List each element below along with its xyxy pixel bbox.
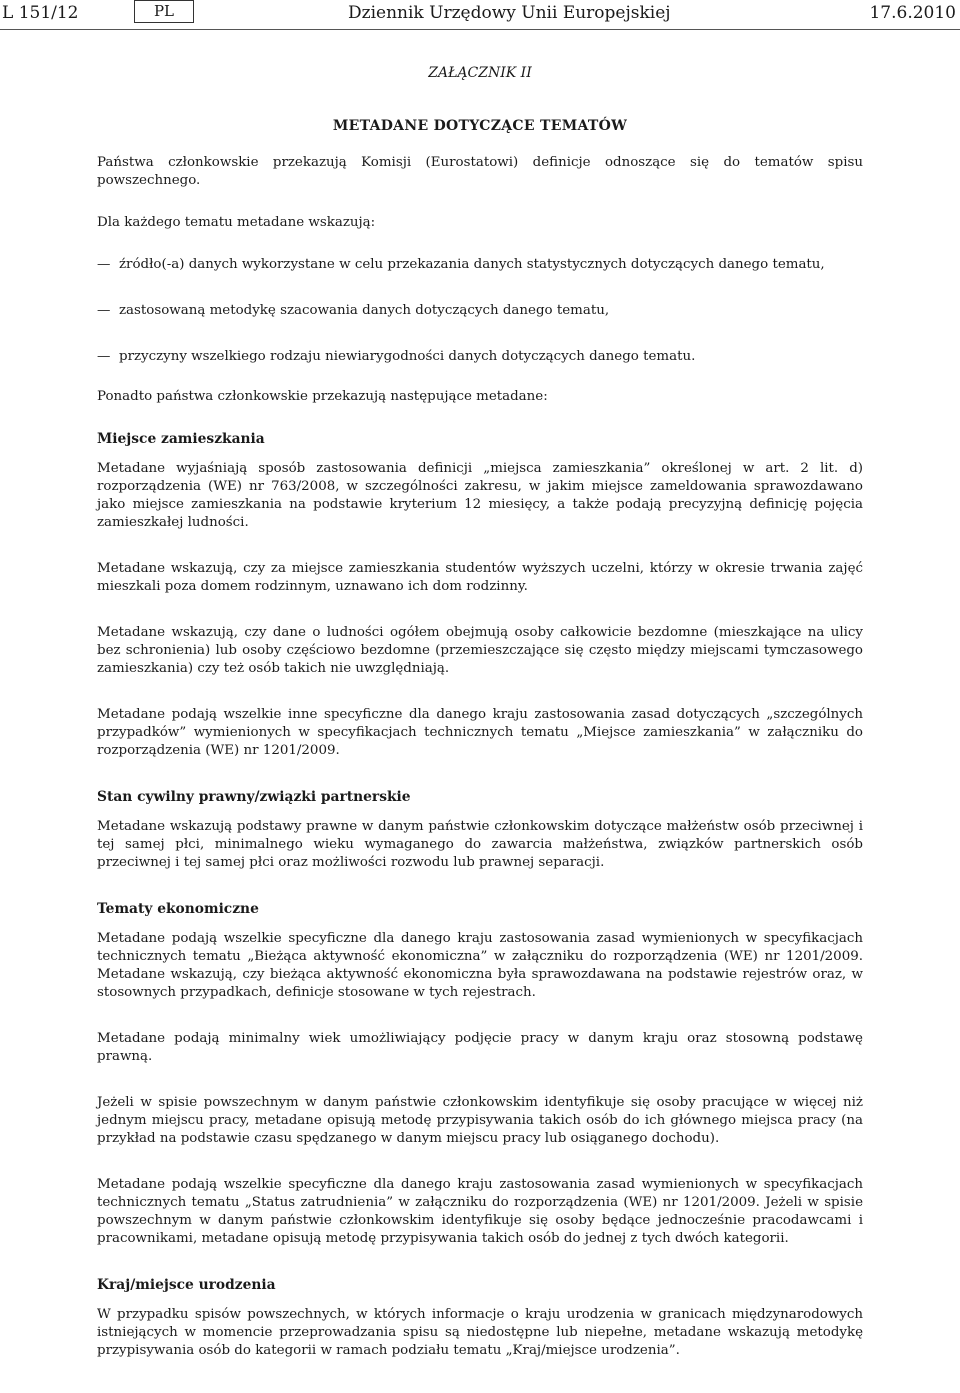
page-reference: L 151/12 — [2, 3, 79, 23]
section-paragraph: Metadane wskazują podstawy prawne w danym państwie członkowskim dotyczące małżeństw osób przeciwnej i tej samej płci, minimalnego wieku wymaganego do zawarcia małżeństwa, związków partnerskich osób przeciwnej i tej samej płci oraz możliwości rozwodu lub prawnej separacji. — [97, 819, 863, 870]
header-divider — [0, 29, 960, 30]
intro-paragraph: Państwa członkowskie przekazują Komisji (Eurostatowi) definicje odnoszące się do tematów spisu powszechnego. — [97, 155, 863, 188]
document-body — [97, 64, 863, 1360]
publication-date: 17.6.2010 — [869, 3, 956, 23]
section-paragraph: Metadane wyjaśniają sposób zastosowania definicji „miejsca zamieszkania” określonej w art. 2 lit. d) rozporządzenia (WE) nr 763/2008, w szczególności zakresu, w jakim miejsce zameldowania sprawozdawano jako miejsce zamieszkania na podstawie kryterium 12 miesięcy, a także podają precyzyjną definicję pojęcia zamieszkałej ludności. — [97, 461, 863, 530]
section-paragraph: Metadane podają wszelkie specyficzne dla danego kraju zastosowania zasad wymienionych w specyfikacjach technicznych tematu „Bieżąca aktywność ekonomiczna” w załączniku do rozporządzenia (WE) nr 1201/2009. Metadane wskazują, czy bieżąca aktywność ekonomiczna była sprawozdawana na podstawie rejestrów oraz, w stosownych przypadkach, definicje stosowane w tych rejestrach. — [97, 931, 863, 1000]
section-paragraph: Metadane podają minimalny wiek umożliwiający podjęcie pracy w danym kraju oraz stosowną podstawę prawną. — [97, 1031, 863, 1064]
list-item-text: przyczyny wszelkiego rodzaju niewiarygodności danych dotyczących danego tematu. — [119, 349, 696, 364]
list-item — [97, 348, 863, 366]
journal-title: Dziennik Urzędowy Unii Europejskiej — [348, 3, 671, 23]
section-paragraph: W przypadku spisów powszechnych, w których informacje o kraju urodzenia w granicach międzynarodowych istniejących w momencie przeprowadzania spisu są niedostępne lub niepełne, metadane wskazują metodykę przypisywania osób do kategorii w ramach podziału tematu „Kraj/miejsce urodzenia”. — [97, 1307, 863, 1358]
section-paragraph: Metadane wskazują, czy za miejsce zamieszkania studentów wyższych uczelni, którzy w okresie trwania zajęć mieszkali poza domem rodzinnym, uznawano ich dom rodzinny. — [97, 561, 863, 594]
section-heading: Tematy ekonomiczne — [97, 901, 259, 917]
dash-bullet: — — [97, 303, 111, 318]
annex-label: ZAŁĄCZNIK II — [428, 65, 532, 81]
section-paragraph: Jeżeli w spisie powszechnym w danym państwie członkowskim identyfikuje się osoby pracujące w więcej niż jednym miejscu pracy, metadane opisują metodę przypisywania takich osób do ich głównego miejsca pracy (na przykład na podstawie czasu spędzanego w danym miejscu pracy lub osiąganego dochodu). — [97, 1095, 863, 1146]
section-paragraph: Metadane podają wszelkie specyficzne dla danego kraju zastosowania zasad wymienionych w specyfikacjach technicznych tematu „Status zatrudnienia” w załączniku do rozporządzenia (WE) nr 1201/2009. Jeżeli w spisie powszechnym w danym państwie członkowskim identyfikuje się osoby będące jednocześnie pracodawcami i pracownikami, metadane opisują metodę przypisywania takich osób do jednej z tych dwóch kategorii. — [97, 1177, 863, 1246]
dash-bullet: — — [97, 257, 111, 272]
language-badge: PL — [134, 0, 194, 23]
section-heading: Miejsce zamieszkania — [97, 431, 265, 447]
intro-closing-paragraph: Ponadto państwa członkowskie przekazują następujące metadane: — [97, 389, 548, 404]
list-item — [97, 256, 863, 274]
section-paragraph: Metadane podają wszelkie inne specyficzne dla danego kraju zastosowania zasad dotyczących „szczególnych przypadków” wymienionych w specyfikacjach technicznych tematu „Miejsce zamieszkania” w załączniku do rozporządzenia (WE) nr 1201/2009. — [97, 707, 863, 758]
annex-title: METADANE DOTYCZĄCE TEMATÓW — [332, 118, 628, 134]
intro-lead-paragraph: Dla każdego tematu metadane wskazują: — [97, 215, 376, 230]
list-item — [97, 302, 863, 320]
dash-bullet: — — [97, 349, 111, 364]
list-item-text: źródło(-a) danych wykorzystane w celu przekazania danych statystycznych dotyczących danego tematu, — [119, 257, 825, 272]
section-heading: Stan cywilny prawny/związki partnerskie — [97, 789, 411, 805]
list-item-text: zastosowaną metodykę szacowania danych dotyczących danego tematu, — [119, 303, 610, 318]
section-paragraph: Metadane wskazują, czy dane o ludności ogółem obejmują osoby całkowicie bezdomne (mieszkające na ulicy bez schronienia) lub osoby częściowo bezdomne (przemieszczające się często między miejscami tymczasowego zamieszkania) czy też osób takich nie uwzględniają. — [97, 625, 863, 676]
section-heading: Kraj/miejsce urodzenia — [97, 1277, 276, 1293]
page-header — [0, 0, 960, 30]
